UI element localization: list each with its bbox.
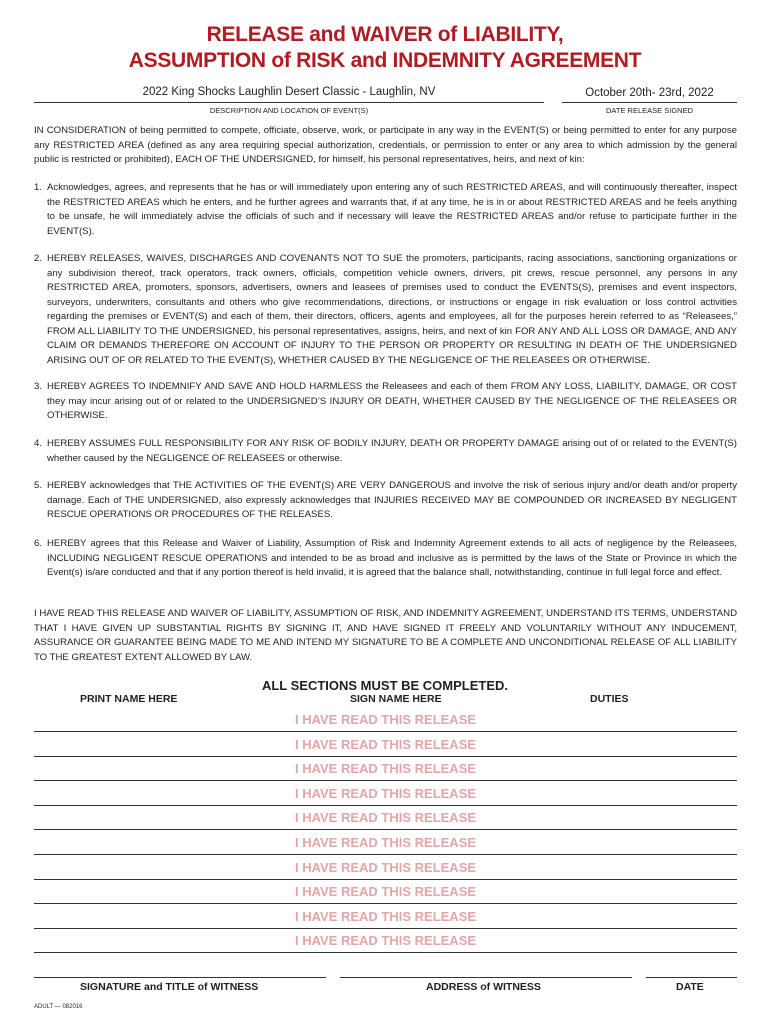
clause-text: HEREBY acknowledges that THE ACTIVITIES OF THE EVENT(S) ARE VERY DANGEROUS and involve the risk of serious injury and/or death and/or property damage. Each of THE UNDERSIGNED, also expressly acknowledges that INJURIES RECEIVED MAY BE COMPOUNDED OR INCREASED BY NEGLIGENT RESCUE OPERATIONS OR PROCEDURES OF THE RELEASES. [47,480,737,520]
title-line-1: RELEASE and WAIVER of LIABILITY, [206,23,564,46]
sections-completed-heading: ALL SECTIONS MUST BE COMPLETED. [261,678,509,693]
witness-address-label: ADDRESS of WITNESS [426,981,541,993]
event-description-line [34,102,544,103]
witness-signature-line[interactable] [34,977,326,978]
clause-number: 6. [34,538,43,549]
read-release-label: I HAVE READ THIS RELEASE [294,835,477,850]
read-release-label: I HAVE READ THIS RELEASE [294,761,477,777]
signature-row-line[interactable] [34,928,737,929]
clause-3 [34,380,737,424]
clause-number: 5. [34,480,43,491]
signature-row-line[interactable] [34,756,737,757]
clause-text: HEREBY RELEASES, WAIVES, DISCHARGES AND COVENANTS NOT TO SUE the promoters, participants, racing associations, sanctioning organizations or any subdivision thereof, track operators, track owners, officials, competition vehicle owners, drivers, pit crews, rescue personnel, any persons in any RESTRICTED AREA, promoters, sponsors, advertisers, owners and leasees of premises used to conduct the EVENTS(S), premises and event inspectors, surveyors, underwriters, consultants and others who give recommendations, directions, or instructions or engage in risk evaluation or loss control activities regarding the premises or EVENT(S) and each of them, their directors, officers, agents and employees, all for the purposes herein referred to as “Releasees,” FROM ALL LIABILITY TO THE UNDERSIGNED, his personal representatives, assigns, heirs, and next of kin FOR ANY AND ALL LOSS OR DAMAGE, AND ANY CLAIM OR DEMANDS THEREFORE ON ACCOUNT OF INJURY TO THE PERSON OR PROPERTY OR RESULTING IN DEATH OF THE UNDERSIGNED ARISING OUT OF OR RELATED TO THE EVENT(S), WHETHER CAUSED BY THE NEGLIGENCE OF THE RELEASEES OR OTHERWISE. [47,253,737,366]
read-release-label: I HAVE READ THIS RELEASE [294,785,477,801]
date-signed-caption: DATE RELEASE SIGNED [606,106,693,115]
intro-paragraph: IN CONSIDERATION of being permitted to compete, officiate, observe, work, or participate in any way in the EVENT(S) or being permitted to enter for any purpose any RESTRICTED AREA (defined as any area requiring special authorization, credentials, or permission to enter or any area to which admission by the general public is restricted or prohibited), EACH OF THE UNDERSIGNED, for himself, his personal representatives, heirs, and next of kin: [34,125,737,165]
date-signed-line [562,102,737,103]
clause-5 [34,479,737,523]
signature-row-line[interactable] [34,780,737,781]
signature-row-line[interactable] [34,903,737,904]
event-description-field[interactable]: 2022 King Shocks Laughlin Desert Classic - Laughlin, NV [142,86,436,98]
read-release-label: I HAVE READ THIS RELEASE [294,908,477,924]
duties-header: DUTIES [590,693,629,705]
read-release-label: I HAVE READ THIS RELEASE [294,736,477,752]
witness-signature-label: SIGNATURE and TITLE of WITNESS [80,981,259,993]
signature-row-line[interactable] [34,805,737,806]
read-release-label: I HAVE READ THIS RELEASE [294,884,477,900]
witness-address-line[interactable] [340,977,632,978]
event-row [34,86,737,104]
clause-number: 4. [34,438,43,449]
clause-number: 3. [34,381,43,392]
event-description-caption: DESCRIPTION AND LOCATION OF EVENT(S) [209,106,369,115]
clause-2 [34,252,737,368]
print-name-header: PRINT NAME HERE [80,693,178,705]
date-signed-field[interactable]: October 20th- 23rd, 2022 [585,87,714,99]
clause-4 [34,437,737,466]
sign-name-header: SIGN NAME HERE [350,693,442,705]
read-release-label: I HAVE READ THIS RELEASE [294,712,477,727]
form-code: ADULT — 082016 [34,1004,83,1010]
signature-row-line[interactable] [34,731,737,732]
read-release-label: I HAVE READ THIS RELEASE [294,933,477,949]
clause-number: 1. [34,182,43,193]
witness-date-line[interactable] [646,977,737,978]
clause-6 [34,537,737,581]
closing-paragraph: I HAVE READ THIS RELEASE AND WAIVER OF LIABILITY, ASSUMPTION OF RISK, AND INDEMNITY AGREEMENT, UNDERSTAND ITS TERMS, UNDERSTAND THAT I HAVE GIVEN UP SUBSTANTIAL RIGHTS BY SIGNING IT, AND HAVE SIGNED IT FREELY AND VOLUNTARILY WITHOUT ANY INDUCEMENT, ASSURANCE OR GUARANTEE BEING MADE TO ME AND INTEND MY SIGNATURE TO BE A COMPLETE AND UNCONDITIONAL RELEASE OF ALL LIABILITY TO THE GREATEST EXTENT ALLOWED BY LAW. [34,608,737,663]
signature-row-line[interactable] [34,952,737,953]
clause-text: HEREBY ASSUMES FULL RESPONSIBILITY FOR ANY RISK OF BODILY INJURY, DEATH OR PROPERTY DAMAGE arising out of or related to the EVENT(S) whether caused by the NEGLIGENCE OF RELEASEES or otherwise. [47,438,737,464]
clause-text: HEREBY agrees that this Release and Waiver of Liability, Assumption of Risk and Indemnity Agreement extends to all acts of negligence by the Releasees, INCLUDING NEGLIGENT RESCUE OPERATIONS and intended to be as broad and inclusive as is permitted by the laws of the State or Province in which the Event(s) is/are conducted and that if any portion thereof is held invalid, it is agreed that the balance shall, notwithstanding, continue in full legal force and effect. [47,538,737,578]
title-line-2: ASSUMPTION of RISK and INDEMNITY AGREEMENT [128,49,642,72]
read-release-label: I HAVE READ THIS RELEASE [294,859,477,875]
clause-text: HEREBY AGREES TO INDEMNIFY AND SAVE AND HOLD HARMLESS the Releasees and each of them FROM ANY LOSS, LIABILITY, DAMAGE, OR COST they may incur arising out of or related to the UNDERSIGNED’S INJURY OR DEATH, WHETHER CAUSED BY THE NEGLIGENCE OF THE RELEASEES OR OTHERWISE. [47,381,737,421]
clause-1 [34,181,737,239]
witness-date-label: DATE [676,981,704,993]
clause-number: 2. [34,253,43,264]
signature-row-line[interactable] [34,829,737,830]
signature-row-line[interactable] [34,854,737,855]
clause-text: Acknowledges, agrees, and represents that he has or will immediately upon entering any of such RESTRICTED AREAS, and will continuously thereafter, inspect the RESTRICTED AREAS which he enters, and he further agrees and warrants that, if at any time, he is in or about RESTRICTED AREAS and he feels anything to be unsafe, he will immediately advise the officials of such and if necessary will leave the RESTRICTED AREAS and/or refuse to participate further in the EVENT(S). [47,182,737,237]
read-release-label: I HAVE READ THIS RELEASE [294,810,477,826]
signature-row-line[interactable] [34,879,737,880]
